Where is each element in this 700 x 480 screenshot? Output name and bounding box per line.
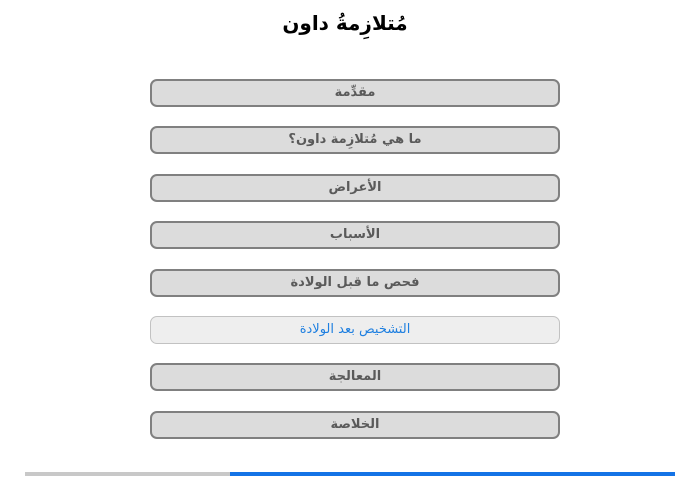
menu-item-causes[interactable]: الأسباب bbox=[150, 221, 560, 249]
menu-item-treatment[interactable]: المعالجة bbox=[150, 363, 560, 391]
progress-bar-fill bbox=[230, 472, 675, 476]
menu-item-introduction[interactable]: مقدِّمة bbox=[150, 79, 560, 107]
chapter-menu bbox=[150, 79, 560, 458]
page-title: مُتلازِمةُ داون bbox=[282, 11, 408, 35]
menu-item-prenatal-screening[interactable]: فحص ما قبل الولادة bbox=[150, 269, 560, 297]
progress-bar bbox=[25, 472, 675, 476]
menu-item-what-is-down-syndrome[interactable]: ما هي مُتلازِمة داون؟ bbox=[150, 126, 560, 154]
menu-item-postnatal-diagnosis[interactable]: التشخيص بعد الولادة bbox=[150, 316, 560, 344]
menu-item-summary[interactable]: الخلاصة bbox=[150, 411, 560, 439]
menu-item-symptoms[interactable]: الأعراض bbox=[150, 174, 560, 202]
